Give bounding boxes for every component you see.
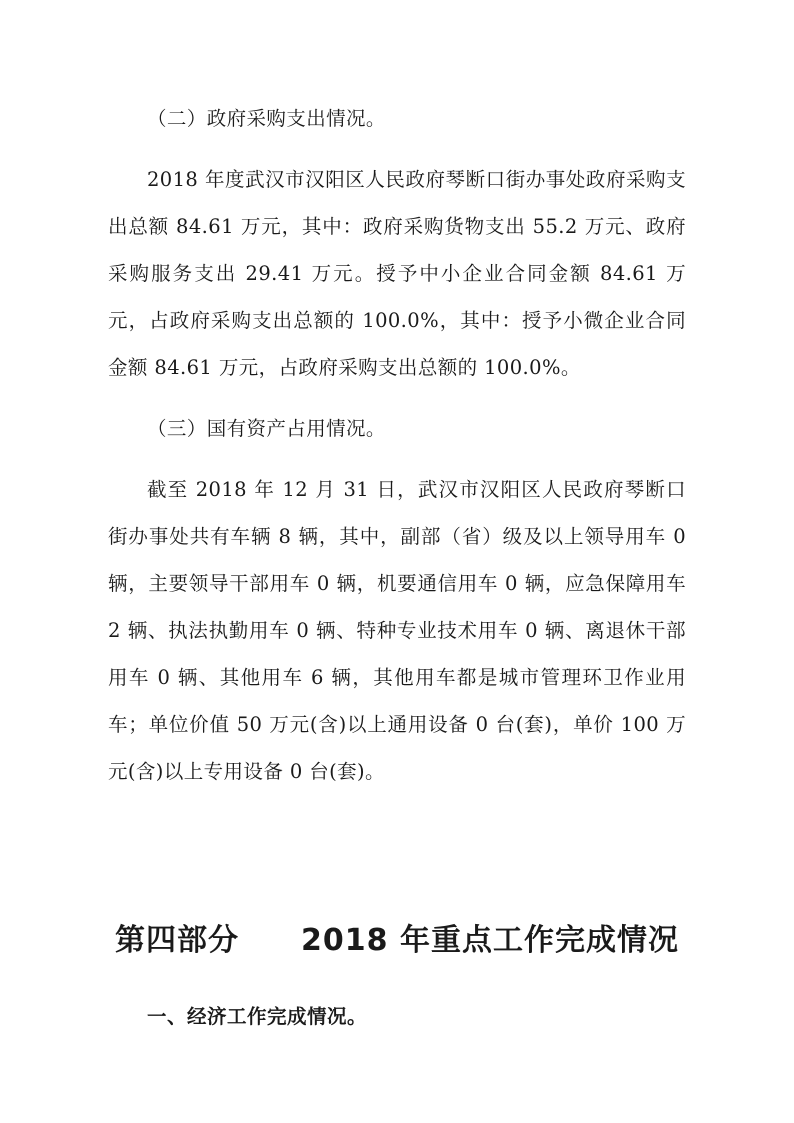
section-heading-economic-work: 一、经济工作完成情况。 — [147, 1005, 368, 1028]
spacer — [108, 142, 686, 156]
paragraph-assets-detail: 截至 2018 年 12 月 31 日，武汉市汉阳区人民政府琴断口街办事处共有车辆 8 辆，其中，副部（省）级及以上领导用车 0 辆，主要领导干部用车 0 辆，机要通信用车 0 辆，应急保障用车 2 辆、执法执勤用车 0 辆、特种专业技术用车 0 辆、离退休干部用车 0 辆、其他用车 6 辆，其他用车都是城市管理环卫作业用车；单位价值 50 万元(含)以上通用设备 0 台(套)，单价 100 万元(含)以上专用设备 0 台(套)。 — [108, 478, 686, 783]
spacer — [108, 967, 686, 993]
spacer — [108, 452, 686, 466]
paragraph-procurement-detail: 2018 年度武汉市汉阳区人民政府琴断口街办事处政府采购支出总额 84.61 万元，其中：政府采购货物支出 55.2 万元、政府采购服务支出 29.41 万元。授予中小企业合同金额 84.61 万元，占政府采购支出总额的 100.0%，其中：授予小微企业合同金额 84.61 万元，占政府采购支出总额的 100.0%。 — [108, 168, 686, 379]
heading-government-procurement-expenditure: （二）政府采购支出情况。 — [147, 107, 386, 130]
page-title: 第四部分 2018 年重点工作完成情况 — [115, 923, 679, 958]
heading-state-owned-assets: （三）国有资产占用情况。 — [147, 417, 386, 440]
spacer-large — [108, 795, 686, 915]
spacer — [108, 391, 686, 405]
